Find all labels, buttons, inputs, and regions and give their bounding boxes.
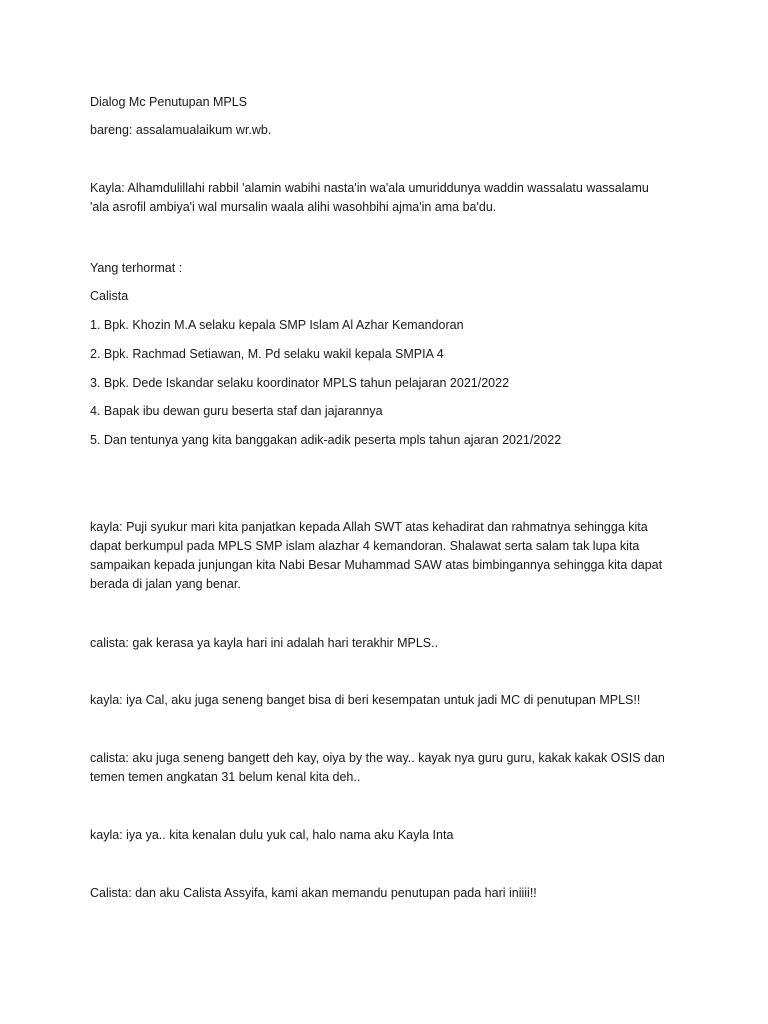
calista-paragraph-2	[90, 749, 675, 787]
calista-line-3: Calista: dan aku Calista Assyifa, kami akan memandu penutupan pada hari iniiii!!	[90, 886, 537, 900]
kayla-line-2: kayla: iya ya.. kita kenalan dulu yuk cal, halo nama aku Kayla Inta	[90, 828, 454, 842]
paragraph-line: sampaikan kepada junjungan kita Nabi Besar Muhammad SAW atas bimbingannya sehingga kita dapat	[90, 558, 663, 572]
kayla-intro-paragraph	[90, 179, 675, 217]
paragraph-line: temen temen angkatan 31 belum kenal kita deh..	[90, 770, 361, 784]
kayla-gratitude-paragraph	[90, 518, 675, 594]
respected-list-item: 5. Dan tentunya yang kita banggakan adik-adik peserta mpls tahun ajaran 2021/2022	[90, 433, 562, 447]
respected-list-item: 2. Bpk. Rachmad Setiawan, M. Pd selaku wakil kepala SMPIA 4	[90, 347, 444, 361]
calista-line-1: calista: gak kerasa ya kayla hari ini adalah hari terakhir MPLS..	[90, 636, 439, 650]
respected-heading: Yang terhormat :	[90, 261, 183, 275]
respected-list-item: 1. Bpk. Khozin M.A selaku kepala SMP Islam Al Azhar Kemandoran	[90, 318, 464, 332]
respected-speaker: Calista	[90, 289, 129, 303]
respected-list-item: 3. Bpk. Dede Iskandar selaku koordinator MPLS tahun pelajaran 2021/2022	[90, 376, 510, 390]
paragraph-line: kayla: Puji syukur mari kita panjatkan kepada Allah SWT atas kehadirat dan rahmatnya sehingga kita	[90, 520, 648, 534]
paragraph-line: berada di jalan yang benar.	[90, 577, 241, 591]
paragraph-line: calista: aku juga seneng bangett deh kay, oiya by the way.. kayak nya guru guru, kakak kakak OSIS dan	[90, 751, 665, 765]
paragraph-line: 'ala asrofil ambiya'i wal mursalin waala alihi wasohbihi ajma'in ama ba'du.	[90, 200, 497, 214]
document-title: Dialog Mc Penutupan MPLS	[90, 95, 248, 109]
respected-list-item: 4. Bapak ibu dewan guru beserta staf dan jajarannya	[90, 404, 383, 418]
kayla-line-1: kayla: iya Cal, aku juga seneng banget bisa di beri kesempatan untuk jadi MC di penutupan MPLS!!	[90, 693, 641, 707]
opening-greeting: bareng: assalamualaikum wr.wb.	[90, 123, 272, 137]
paragraph-line: dapat berkumpul pada MPLS SMP islam alazhar 4 kemandoran. Shalawat serta salam tak lupa kita	[90, 539, 640, 553]
paragraph-line: Kayla: Alhamdulillahi rabbil 'alamin wabihi nasta'in wa'ala umuriddunya waddin wassalatu wassalamu	[90, 181, 649, 195]
